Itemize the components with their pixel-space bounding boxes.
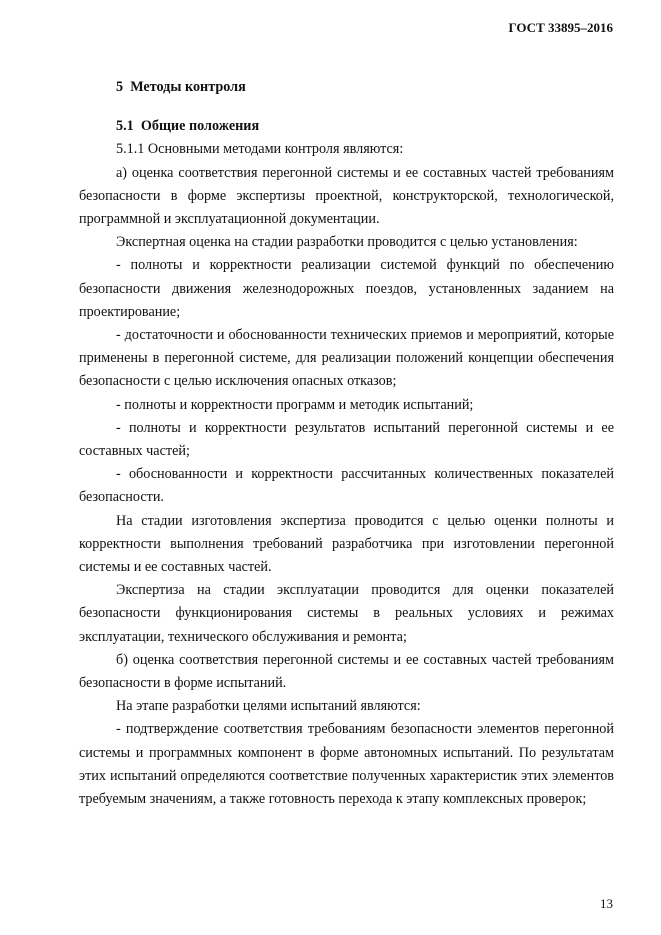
paragraph-8: - обоснованности и корректности рассчитанных количественных показателей безопасности. — [79, 466, 614, 506]
subsection-heading — [79, 115, 614, 138]
page-number: 13 — [600, 896, 613, 911]
section-title: Методы контроля — [130, 79, 246, 95]
paragraph-3: Экспертная оценка на стадии разработки проводится с целью установления: — [116, 234, 578, 251]
paragraph-5: - достаточности и обоснованности технических приемов и мероприятий, которые применены в перегонной системе, для реализации положений концепции обеспечения безопасности с целью исключения опасных отказов; — [79, 327, 614, 390]
paragraph-4: - полноты и корректности реализации системой функций по обеспечению безопасности движения железнодорожных поездов, установленных заданием на проектирование; — [79, 257, 614, 320]
page-content — [79, 76, 614, 811]
paragraph-11: б) оценка соответствия перегонной системы и ее составных частей требованиям безопасности в форме испытаний. — [79, 651, 614, 692]
paragraph-9: На стадии изготовления экспертиза проводится с целью оценки полноты и корректности выполнения требований разработчика при изготовлении перегонной системы и ее составных частей. — [79, 512, 614, 576]
section-number: 5 — [116, 79, 124, 95]
paragraph-1: 5.1.1 Основными методами контроля являются: — [116, 141, 404, 158]
paragraph-2: а) оценка соответствия перегонной системы и ее составных частей требованиям безопасности в форме экспертизы проектной, конструкторской, технологической, программной и эксплуатационной документации. — [79, 164, 614, 228]
paragraph-10: Экспертиза на стадии эксплуатации проводится для оценки показателей безопасности функционирования системы в реальных условиях и режимах эксплуатации, технического обслуживания и ремонта; — [79, 582, 614, 645]
subsection-title: Общие положения — [140, 118, 260, 135]
section-heading — [79, 76, 614, 99]
paragraph-12: На этапе разработки целями испытаний являются: — [116, 698, 421, 715]
paragraph-6: - полноты и корректности программ и методик испытаний; — [116, 396, 474, 413]
paragraph-7: - полноты и корректности результатов испытаний перегонной системы и ее составных частей; — [79, 419, 614, 460]
document-code-header: ГОСТ 33895–2016 — [508, 20, 613, 35]
subsection-number: 5.1 — [116, 118, 134, 135]
paragraph-13: - подтверждение соответствия требованиям безопасности элементов перегонной системы и программных компонент в форме автономных испытаний. По результатам этих испытаний определяются соответствие полученных характеристик этих элементов требуемым значениям, а также готовность перехода к этапу комплексных проверок; — [79, 721, 614, 808]
